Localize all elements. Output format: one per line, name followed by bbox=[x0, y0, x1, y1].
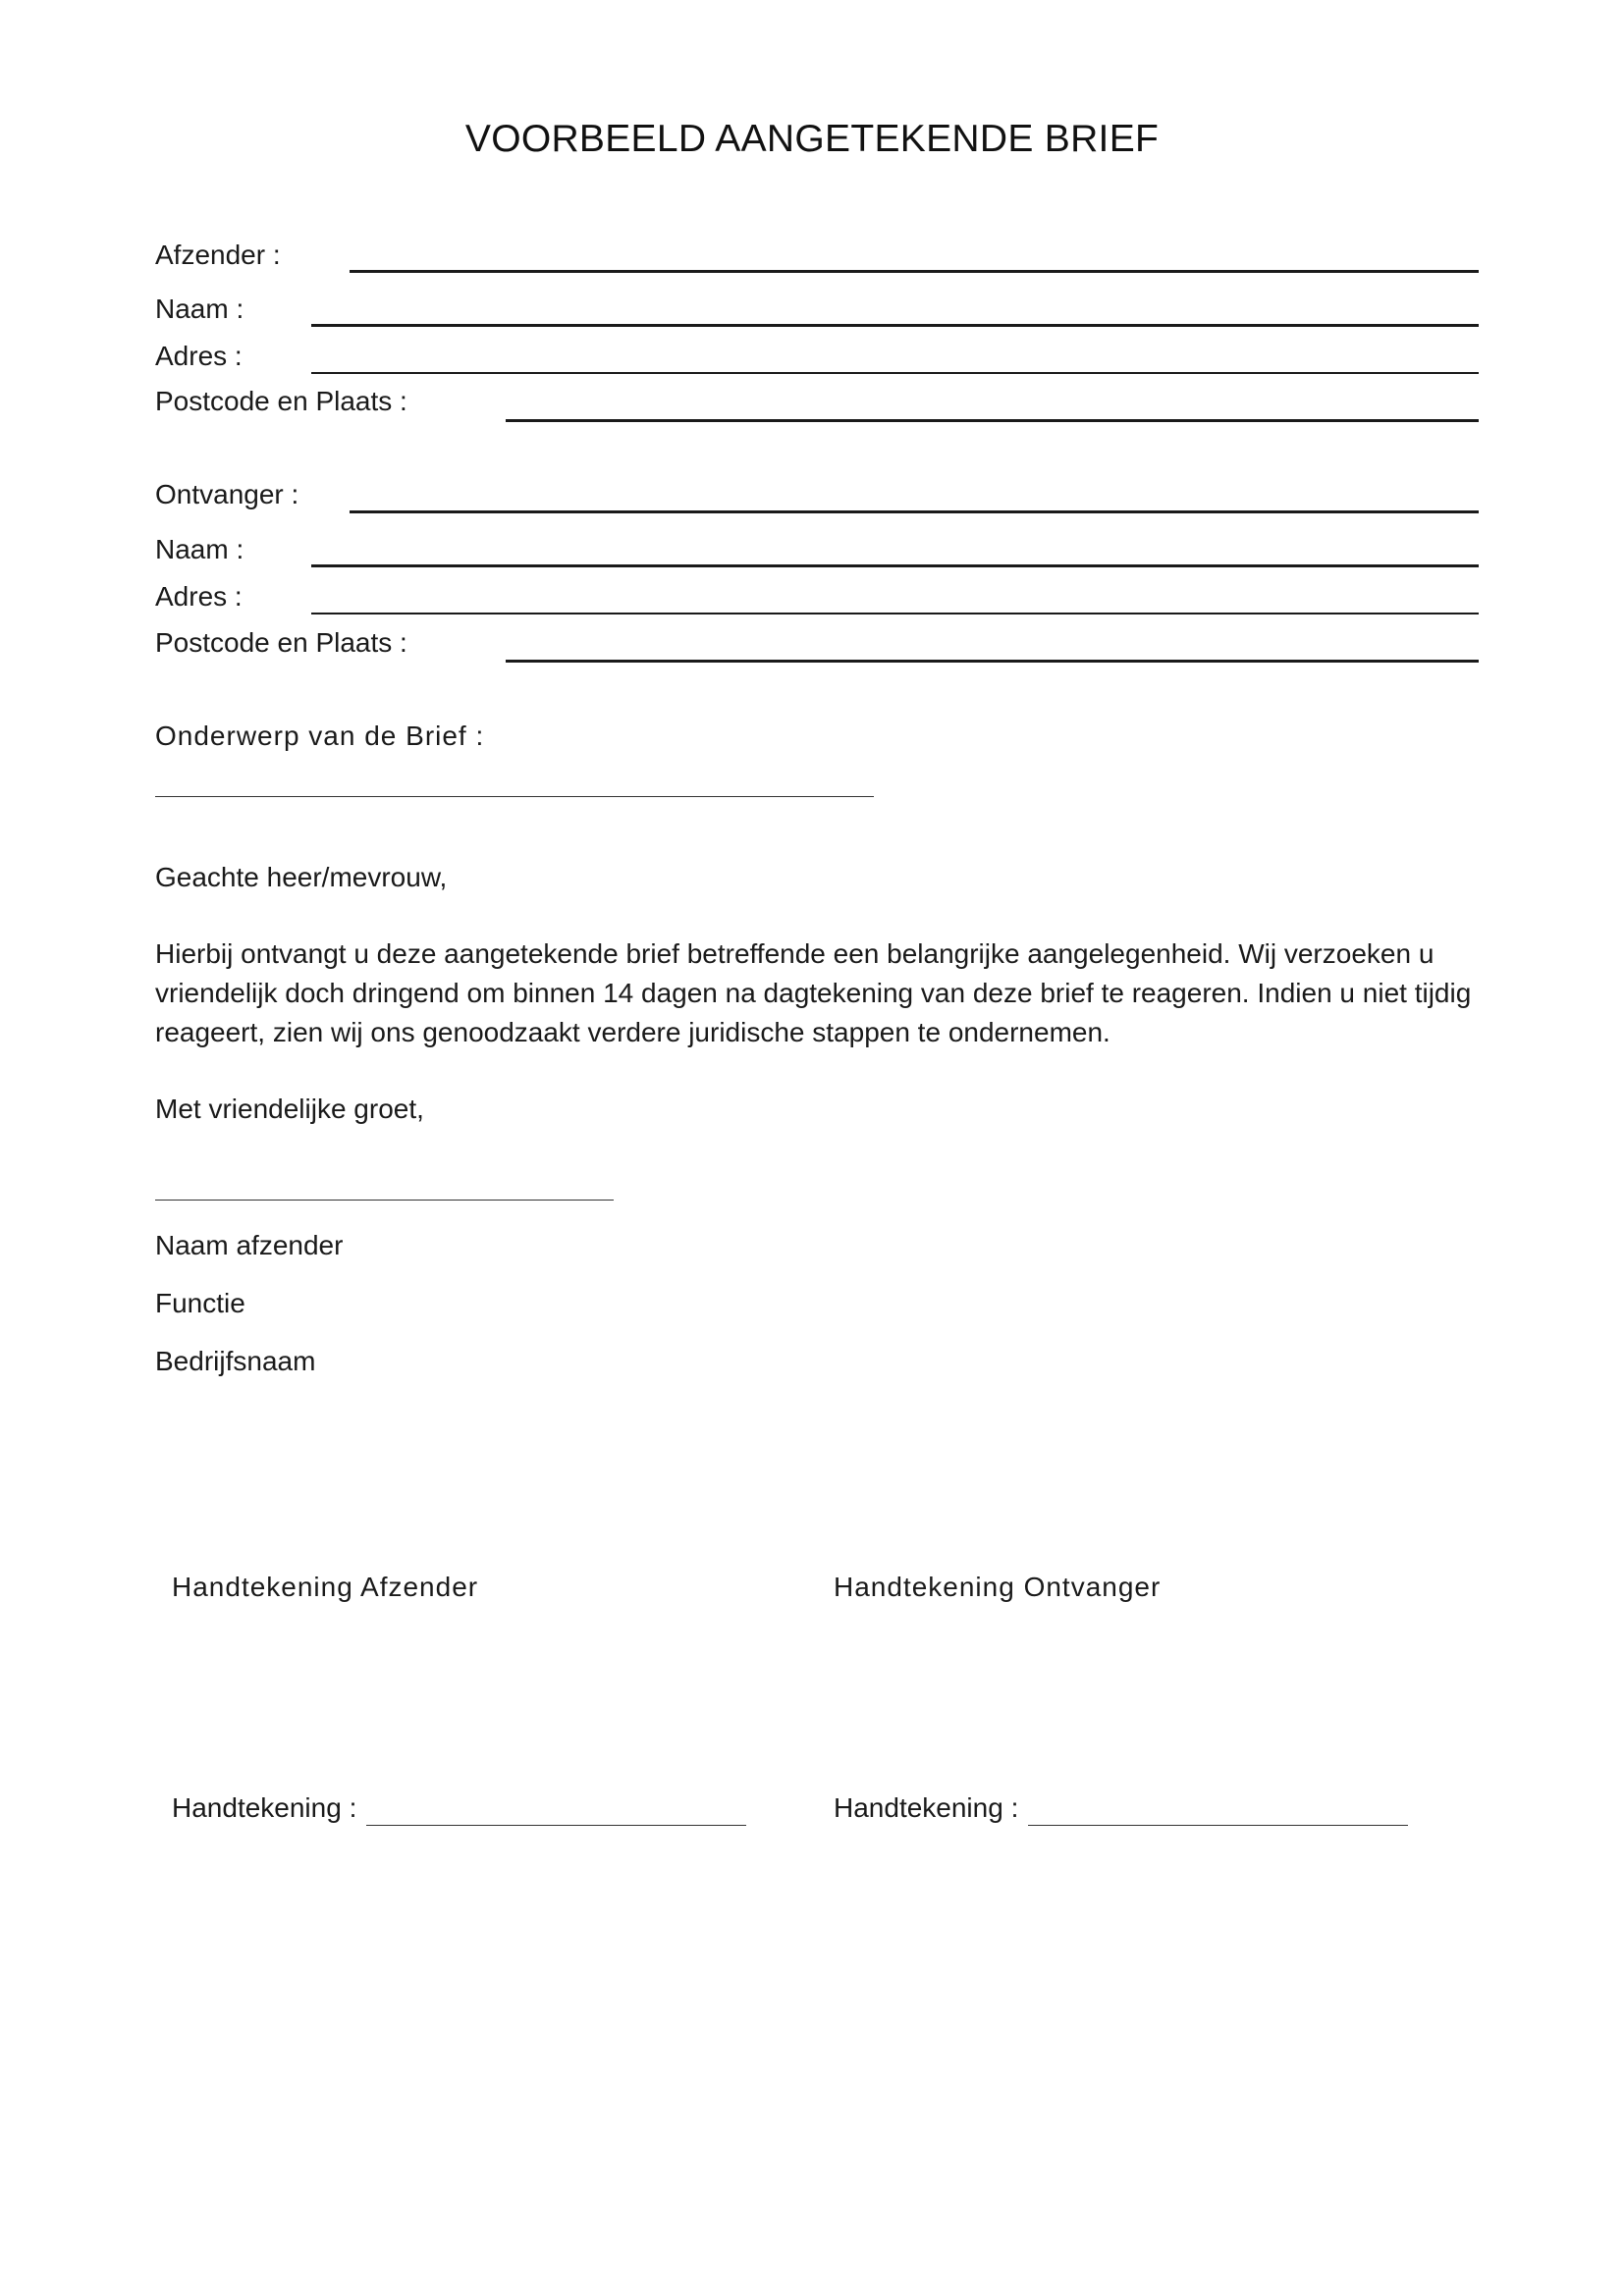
document-title: VOORBEELD AANGETEKENDE BRIEF bbox=[464, 118, 1160, 160]
sender-heading: Afzender : bbox=[155, 240, 281, 270]
sender-postal-label: Postcode en Plaats : bbox=[155, 386, 407, 416]
salutation: Geachte heer/mevrouw, bbox=[155, 862, 448, 892]
recipient-postal-label: Postcode en Plaats : bbox=[155, 627, 407, 658]
sender-address-line[interactable] bbox=[311, 372, 1479, 374]
recipient-signature-label: Handtekening : bbox=[834, 1792, 1019, 1823]
subject-line[interactable] bbox=[155, 796, 874, 797]
recipient-address-label: Adres : bbox=[155, 581, 243, 612]
sender-signature-label: Handtekening : bbox=[172, 1792, 357, 1823]
recipient-address-line[interactable] bbox=[311, 613, 1479, 614]
sender-signature-heading: Handtekening Afzender bbox=[172, 1572, 479, 1602]
recipient-heading: Ontvanger : bbox=[155, 479, 299, 509]
signature-line[interactable] bbox=[155, 1200, 614, 1201]
signoff-function: Functie bbox=[155, 1288, 245, 1318]
sender-address-label: Adres : bbox=[155, 341, 243, 371]
recipient-heading-line[interactable] bbox=[350, 510, 1479, 513]
subject-label: Onderwerp van de Brief : bbox=[155, 721, 485, 751]
sender-heading-line[interactable] bbox=[350, 270, 1479, 273]
recipient-signature-heading: Handtekening Ontvanger bbox=[834, 1572, 1162, 1602]
recipient-name-line[interactable] bbox=[311, 564, 1479, 567]
sender-postal-line[interactable] bbox=[506, 419, 1479, 422]
letter-body: Hierbij ontvangt u deze aangetekende brief betreffende een belangrijke aangelegenheid. Wij verzoeken u vriendelijk doch dringend om binnen 14 dagen na dagtekening van deze brief te reageren. Indien u niet tijdig reageert, zien wij ons genoodzaakt verdere juridische stappen te ondernemen. bbox=[155, 938, 1472, 1047]
signoff-company: Bedrijfsnaam bbox=[155, 1346, 316, 1376]
recipient-postal-line[interactable] bbox=[506, 660, 1479, 663]
recipient-name-label: Naam : bbox=[155, 534, 244, 564]
recipient-signature-line[interactable] bbox=[1028, 1825, 1408, 1826]
sender-signature-line[interactable] bbox=[366, 1825, 746, 1826]
signoff-name: Naam afzender bbox=[155, 1230, 344, 1260]
sender-name-line[interactable] bbox=[311, 324, 1479, 327]
sender-name-label: Naam : bbox=[155, 294, 244, 324]
closing: Met vriendelijke groet, bbox=[155, 1094, 424, 1124]
